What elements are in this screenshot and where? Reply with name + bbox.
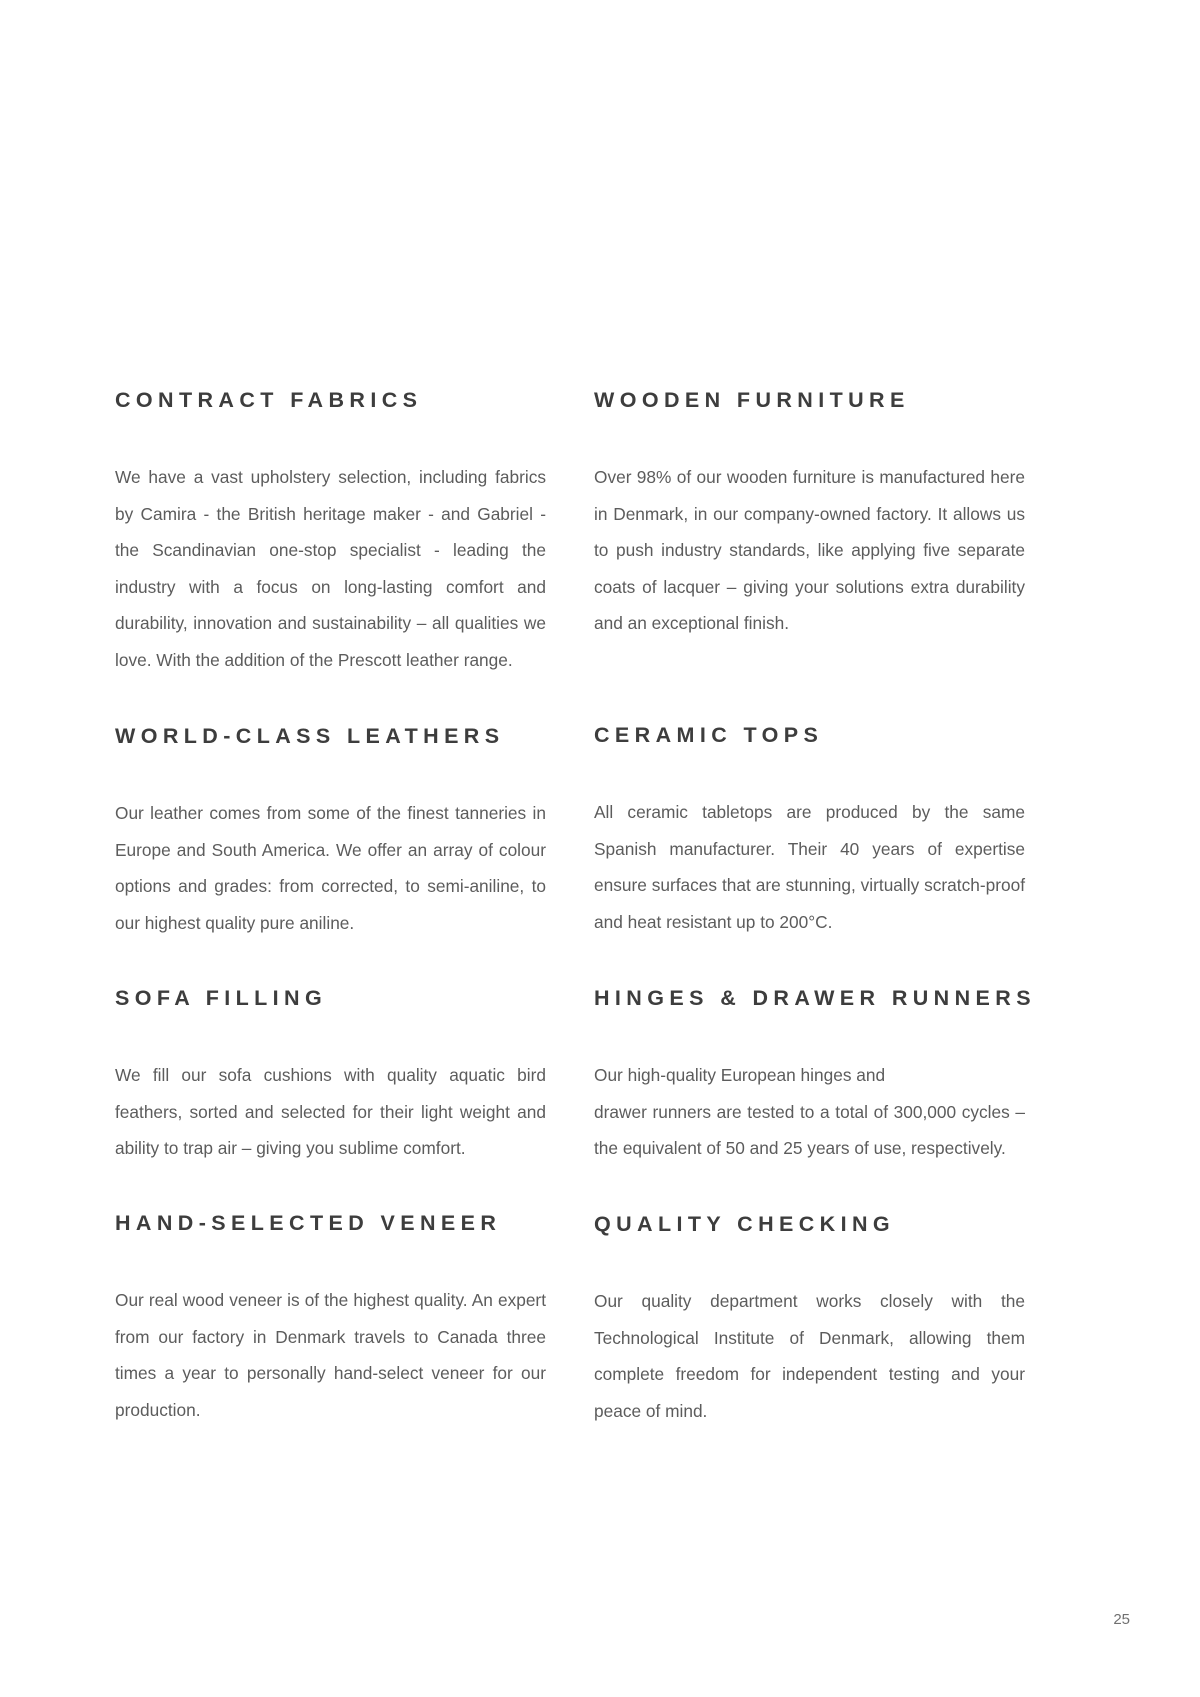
section-sofa-filling	[115, 983, 546, 1167]
page-number: 25	[1113, 1611, 1130, 1628]
section-wooden-furniture	[594, 385, 1025, 642]
section-body: All ceramic tabletops are produced by the same Spanish manufacturer. Their 40 years of expertise ensure surfaces that are stunning, virtually scratch-proof and heat resistant up to 200°C.	[594, 802, 1025, 932]
section-heading: SOFA FILLING	[115, 986, 328, 1010]
section-heading: CONTRACT FABRICS	[115, 388, 423, 412]
section-heading: HAND-SELECTED VENEER	[115, 1211, 502, 1235]
section-quality-checking	[594, 1209, 1025, 1429]
section-body	[594, 1057, 1025, 1167]
section-heading: CERAMIC TOPS	[594, 723, 824, 747]
section-heading: HINGES & DRAWER RUNNERS	[594, 986, 1036, 1010]
section-body: Our quality department works closely with the Technological Institute of Denmark, allowing them complete freedom for independent testing and your peace of mind.	[594, 1291, 1025, 1421]
section-world-class-leathers	[115, 721, 546, 941]
section-body: Our leather comes from some of the finest tanneries in Europe and South America. We offer an array of colour options and grades: from corrected, to semi-aniline, to our highest quality pure aniline.	[115, 803, 546, 933]
section-hand-selected-veneer	[115, 1208, 546, 1428]
section-body: Over 98% of our wooden furniture is manufactured here in Denmark, in our company-owned factory. It allows us to push industry standards, like applying five separate coats of lacquer – giving your solutions extra durability and an exceptional finish.	[594, 467, 1025, 633]
section-hinges-drawer-runners	[594, 983, 1036, 1167]
section-body: We fill our sofa cushions with quality aquatic bird feathers, sorted and selected for their light weight and ability to trap air – giving you sublime comfort.	[115, 1065, 546, 1158]
section-heading: QUALITY CHECKING	[594, 1212, 896, 1236]
section-heading: WOODEN FURNITURE	[594, 388, 910, 412]
section-body-line: Our high-quality European hinges and	[594, 1065, 886, 1085]
section-body: We have a vast upholstery selection, including fabrics by Camira - the British heritage maker - and Gabriel - the Scandinavian one-stop specialist - leading the industry with a focus on long-lasting comfort and durability, innovation and sustainability – all qualities we love. With the addition of the Prescott leather range.	[115, 467, 546, 670]
section-body: Our real wood veneer is of the highest quality. An expert from our factory in Denmark travels to Canada three times a year to personally hand-select veneer for our production.	[115, 1290, 546, 1420]
section-ceramic-tops	[594, 720, 1025, 940]
section-body-line: drawer runners are tested to a total of 300,000 cycles – the equivalent of 50 and 25 years of use, respectively.	[594, 1101, 1025, 1158]
section-contract-fabrics	[115, 385, 546, 678]
section-heading: WORLD-CLASS LEATHERS	[115, 724, 505, 748]
